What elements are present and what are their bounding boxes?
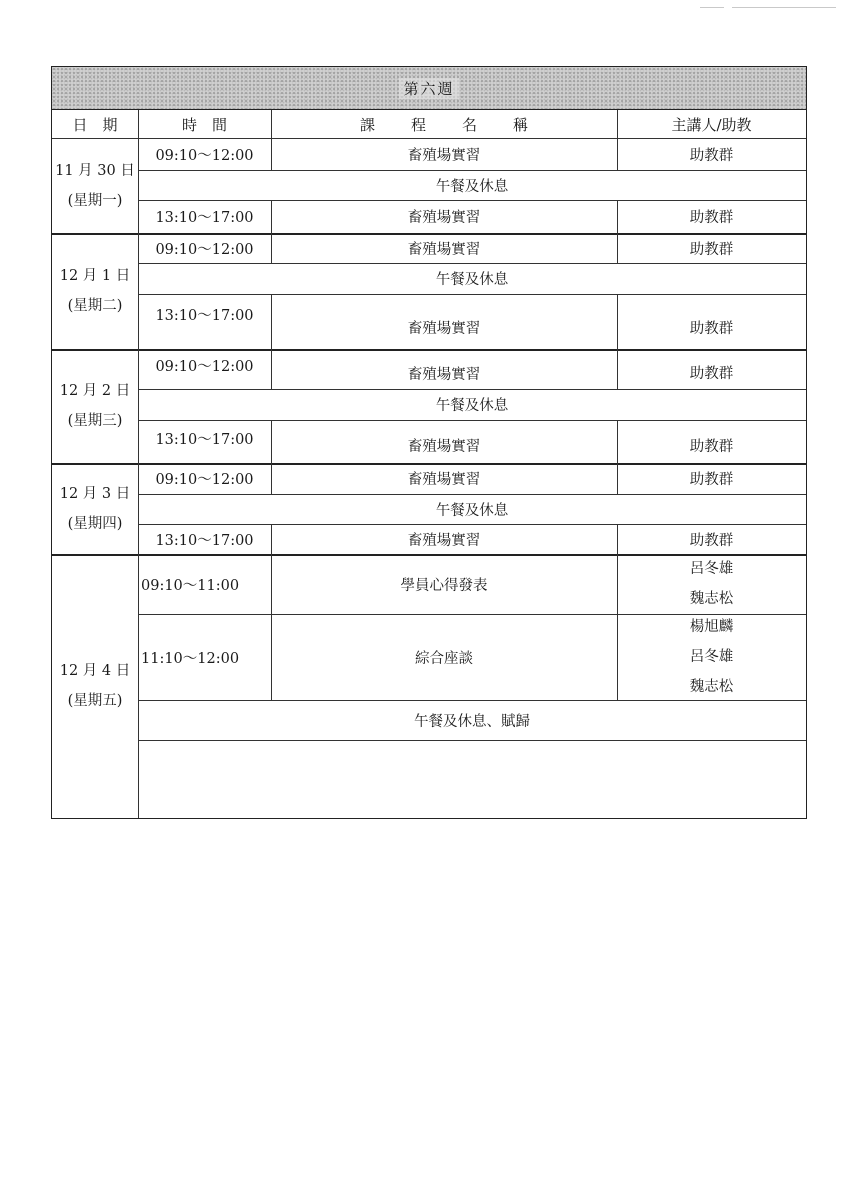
day-4-am-course: 畜殖場實習 <box>407 472 481 488</box>
row-divider <box>138 200 806 201</box>
day-1-date: 11 月 30 日 <box>55 162 135 179</box>
day-4-pm-time: 13:10～17:00 <box>155 532 254 549</box>
column-divider <box>271 200 272 263</box>
day-4-pm-course: 畜殖場實習 <box>407 532 481 549</box>
day-3-break: 午餐及休息 <box>435 398 509 414</box>
day-3-am-course: 畜殖場實習 <box>407 366 481 383</box>
column-divider <box>617 420 618 494</box>
day-1-date-cell <box>52 138 138 233</box>
day-4-weekday: (星期四) <box>67 515 123 532</box>
day-5-blank-row <box>138 740 806 818</box>
column-divider <box>617 294 618 389</box>
day-1-pm-time: 13:10～17:00 <box>155 210 254 226</box>
day-5-date-cell <box>52 554 138 818</box>
day-2-pm-course: 畜殖場實習 <box>407 321 481 337</box>
row-divider <box>138 389 806 390</box>
day-2-date: 12 月 1 日 <box>59 268 131 284</box>
day-2-weekday: (星期二) <box>67 298 123 314</box>
day-3-pm-time: 13:10～17:00 <box>155 431 254 448</box>
day-4-date: 12 月 3 日 <box>59 485 131 502</box>
day-2-am-time: 09:10～12:00 <box>155 241 254 258</box>
day-3-pm-lecturer: 助教群 <box>689 439 734 455</box>
day-5-session-1-lecturers <box>617 554 806 614</box>
column-divider <box>617 110 618 170</box>
row-divider <box>52 138 806 139</box>
lecturer-name: 呂冬雄 <box>689 561 734 577</box>
day-2-am-course: 畜殖場實習 <box>407 241 481 258</box>
day-3-date-cell <box>52 349 138 463</box>
lecturer-name: 魏志松 <box>689 679 734 695</box>
day-divider <box>52 463 806 465</box>
row-divider <box>138 263 806 264</box>
scan-artifact <box>700 7 724 8</box>
day-3-am-time: 09:10～12:00 <box>155 358 254 375</box>
column-divider <box>271 524 272 700</box>
header-time: 時 間 <box>181 115 227 134</box>
day-3-date: 12 月 2 日 <box>59 383 131 399</box>
column-divider <box>617 200 618 263</box>
day-4-am-time: 09:10～12:00 <box>155 472 254 488</box>
day-4-break: 午餐及休息 <box>435 502 509 519</box>
day-4-pm-lecturer: 助教群 <box>689 532 734 549</box>
day-divider <box>52 233 806 235</box>
day-5-session-2-course: 綜合座談 <box>415 650 473 667</box>
day-divider <box>52 349 806 351</box>
schedule-table <box>51 66 807 819</box>
day-2-pm-time: 13:10～17:00 <box>155 308 254 324</box>
day-5-session-1-course: 學員心得發表 <box>400 577 488 594</box>
day-5-session-2-lecturers <box>617 614 806 700</box>
day-1-am-time: 09:10～12:00 <box>155 147 254 164</box>
lecturer-name: 呂冬雄 <box>689 649 734 665</box>
day-3-pm-course: 畜殖場實習 <box>407 439 481 455</box>
row-divider <box>138 170 806 171</box>
day-1-break: 午餐及休息 <box>435 178 509 195</box>
day-4-am-lecturer: 助教群 <box>689 472 734 488</box>
day-divider <box>52 554 806 556</box>
header-lecturer: 主講人/助教 <box>671 115 752 134</box>
row-divider <box>138 740 806 741</box>
day-4-date-cell <box>52 463 138 554</box>
lecturer-name: 魏志松 <box>689 591 734 607</box>
header-course: 課程名稱 <box>359 115 564 134</box>
day-5-date: 12 月 4 日 <box>59 663 131 679</box>
row-divider <box>138 294 806 295</box>
day-5-session-1-time: 09:10～11:00 <box>141 577 240 594</box>
day-1-pm-lecturer: 助教群 <box>689 210 734 226</box>
day-2-pm-lecturer: 助教群 <box>689 321 734 337</box>
row-divider <box>138 614 806 615</box>
column-divider <box>617 524 618 700</box>
lecturer-name: 楊旭麟 <box>689 619 734 635</box>
day-2-break: 午餐及休息 <box>435 272 509 288</box>
day-3-am-lecturer: 助教群 <box>689 365 734 382</box>
day-1-am-lecturer: 助教群 <box>689 147 734 164</box>
day-5-closing: 午餐及休息、賦歸 <box>414 713 530 730</box>
header-date: 日 期 <box>72 115 118 134</box>
day-1-am-course: 畜殖場實習 <box>407 147 481 164</box>
day-5-weekday: (星期五) <box>67 693 123 709</box>
row-divider <box>138 524 806 525</box>
column-divider <box>138 110 139 818</box>
day-2-am-lecturer: 助教群 <box>689 241 734 258</box>
row-divider <box>138 420 806 421</box>
row-divider <box>138 700 806 701</box>
row-divider <box>138 494 806 495</box>
column-divider <box>271 420 272 494</box>
day-1-pm-course: 畜殖場實習 <box>407 210 481 226</box>
week-title: 第六週 <box>399 78 458 99</box>
day-1-weekday: (星期一) <box>67 192 123 209</box>
week-title-band <box>52 67 806 110</box>
day-2-date-cell <box>52 233 138 349</box>
day-3-weekday: (星期三) <box>67 413 123 429</box>
scan-artifact <box>732 7 836 8</box>
day-5-session-2-time: 11:10～12:00 <box>141 650 240 667</box>
column-divider <box>271 110 272 170</box>
column-divider <box>271 294 272 389</box>
